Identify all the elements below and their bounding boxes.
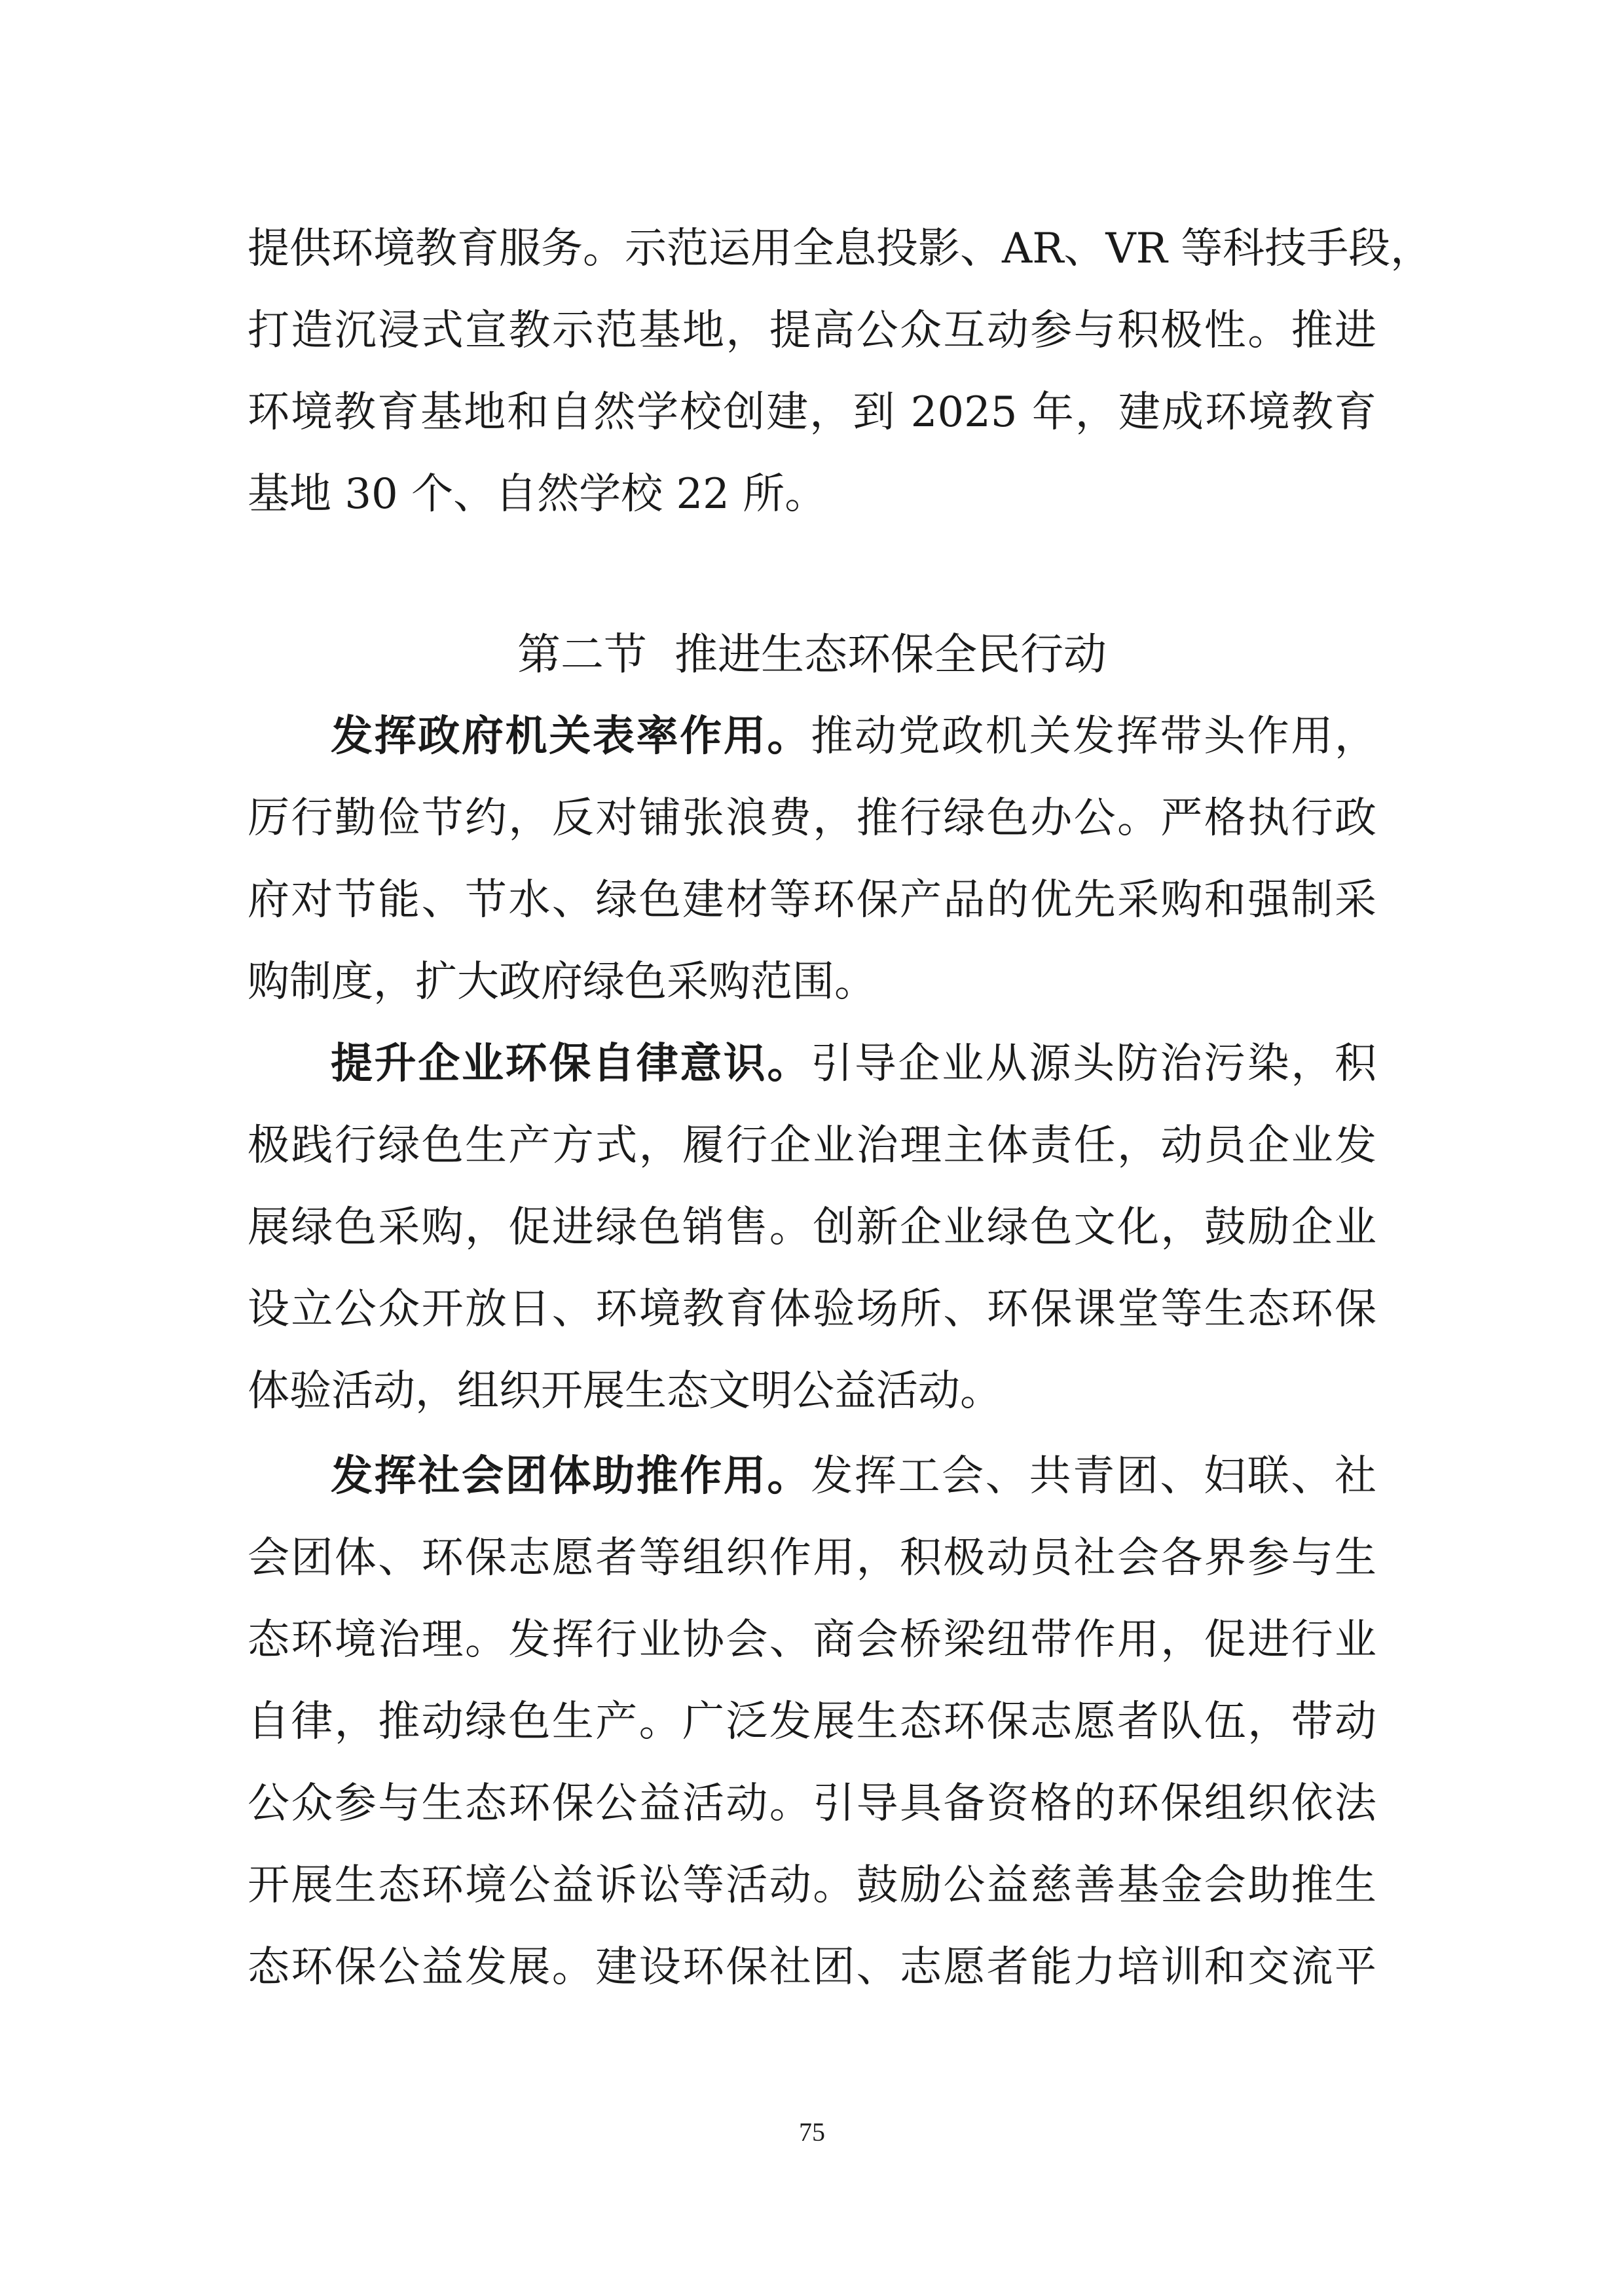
paragraph-line: 开展生态环境公益诉讼等活动。鼓励公益慈善基金会助推生 — [248, 1861, 1376, 1910]
paragraph-first-line — [331, 1450, 1376, 1503]
paragraph-line: 自律，推动绿色生产。广泛发展生态环保志愿者队伍，带动 — [248, 1698, 1376, 1746]
paragraph-lead: 发挥社会团体助推作用。 — [331, 1452, 811, 1501]
paragraph-line: 打造沉浸式宣教示范基地，提高公众互动参与积极性。推进 — [248, 306, 1376, 355]
paragraph-line: 极践行绿色生产方式，履行企业治理主体责任，动员企业发 — [248, 1121, 1376, 1170]
paragraph-text: 发挥工会、共青团、妇联、社 — [811, 1452, 1377, 1501]
paragraph-line: 购制度，扩大政府绿色采购范围。 — [248, 958, 876, 1006]
paragraph-line: 厉行勤俭节约，反对铺张浪费，推行绿色办公。严格执行政 — [248, 794, 1376, 843]
paragraph-line: 体验活动，组织开展生态文明公益活动。 — [248, 1367, 1002, 1415]
page-number: 75 — [799, 2117, 825, 2147]
paragraph-first-line — [331, 710, 1376, 763]
paragraph-line: 公众参与生态环保公益活动。引导具备资格的环保组织依法 — [248, 1779, 1376, 1828]
paragraph-text: 引导企业从源头防治污染，积 — [811, 1040, 1377, 1088]
section-heading: 第二节 推进生态环保全民行动 — [517, 629, 1107, 680]
paragraph-line: 环境教育基地和自然学校创建，到 2025 年，建成环境教育 — [248, 388, 1376, 437]
paragraph-line: 设立公众开放日、环境教育体验场所、环保课堂等生态环保 — [248, 1285, 1376, 1334]
paragraph-line: 提供环境教育服务。示范运用全息投影、AR、VR 等科技手段， — [248, 225, 1433, 273]
paragraph-lead: 发挥政府机关表率作用。 — [331, 712, 811, 761]
paragraph-line: 会团体、环保志愿者等组织作用，积极动员社会各界参与生 — [248, 1534, 1376, 1582]
paragraph-line: 基地 30 个、自然学校 22 所。 — [248, 470, 827, 519]
paragraph-first-line — [331, 1038, 1376, 1090]
paragraph-line: 府对节能、节水、绿色建材等环保产品的优先采购和强制采 — [248, 876, 1376, 924]
paragraph-lead: 提升企业环保自律意识。 — [331, 1040, 811, 1088]
paragraph-line: 态环境治理。发挥行业协会、商会桥梁纽带作用，促进行业 — [248, 1616, 1376, 1664]
paragraph-text: 推动党政机关发挥带头作用， — [811, 712, 1377, 761]
paragraph-line: 态环保公益发展。建设环保社团、志愿者能力培训和交流平 — [248, 1943, 1376, 1992]
paragraph-line: 展绿色采购，促进绿色销售。创新企业绿色文化，鼓励企业 — [248, 1203, 1376, 1252]
